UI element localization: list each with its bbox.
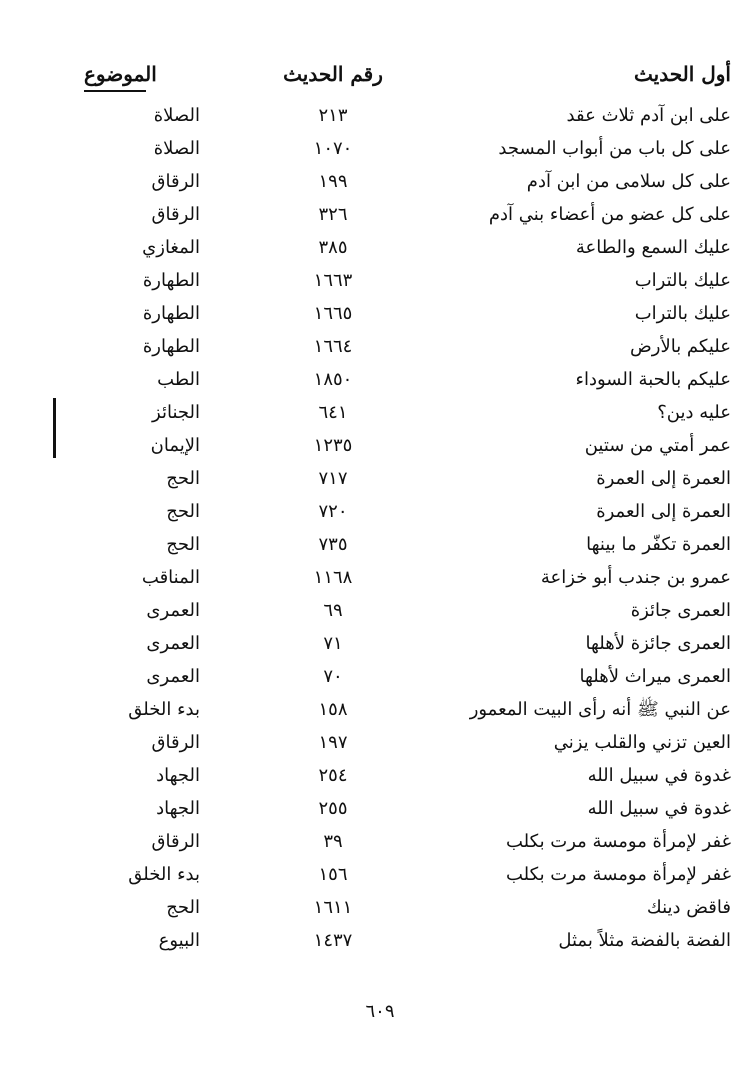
row-topic: الجنائز — [152, 402, 200, 423]
row-first-words: غفر لإمرأة مومسة مرت بكلب — [506, 831, 731, 852]
row-topic: المغازي — [142, 237, 200, 258]
row-first-words: عليكم بالحبة السوداء — [575, 369, 731, 390]
row-first-words: غدوة في سبيل الله — [587, 798, 731, 819]
table-row — [0, 430, 755, 463]
row-hadith-number: ١١٦٨ — [313, 567, 353, 588]
row-topic: الطب — [157, 369, 200, 390]
row-first-words: الفضة بالفضة مثلاً بمثل — [558, 930, 731, 951]
row-topic: الصلاة — [153, 138, 200, 159]
row-first-words: العمرى جائزة لأهلها — [585, 633, 731, 654]
table-row — [0, 562, 755, 595]
row-hadith-number: ٣٢٦ — [318, 204, 348, 225]
table-row — [0, 826, 755, 859]
row-first-words: عمرو بن جندب أبو خزاعة — [540, 567, 731, 588]
row-hadith-number: ١٢٣٥ — [313, 435, 353, 456]
table-row — [0, 199, 755, 232]
row-hadith-number: ١٤٣٧ — [313, 930, 353, 951]
table-row — [0, 925, 755, 958]
row-first-words: العمرى جائزة — [630, 600, 731, 621]
row-hadith-number: ١٠٧٠ — [313, 138, 353, 159]
row-first-words: عليك بالتراب — [634, 303, 731, 324]
row-topic: الحج — [166, 897, 200, 918]
row-first-words: العمرى ميراث لأهلها — [579, 666, 731, 687]
row-hadith-number: ١٩٩ — [318, 171, 348, 192]
row-first-words: على ابن آدم ثلاث عقد — [566, 105, 731, 126]
row-topic: بدء الخلق — [128, 864, 200, 885]
row-hadith-number: ١٦١١ — [313, 897, 353, 918]
row-topic: الرقاق — [151, 831, 200, 852]
row-hadith-number: ٦٩ — [323, 600, 343, 621]
row-hadith-number: ٧٢٠ — [318, 501, 348, 522]
row-first-words: على كل سلامى من ابن آدم — [526, 171, 731, 192]
table-row — [0, 628, 755, 661]
row-first-words: غفر لإمرأة مومسة مرت بكلب — [506, 864, 731, 885]
row-hadith-number: ٣٨٥ — [318, 237, 348, 258]
table-row — [0, 496, 755, 529]
header-first-words: أول الحديث — [634, 62, 731, 86]
table-row — [0, 265, 755, 298]
row-hadith-number: ٦٤١ — [318, 402, 348, 423]
row-topic: الإيمان — [150, 435, 200, 456]
row-first-words: على كل باب من أبواب المسجد — [498, 138, 731, 159]
table-row — [0, 859, 755, 892]
table-row — [0, 595, 755, 628]
row-topic: العمرى — [146, 600, 200, 621]
row-hadith-number: ٢١٣ — [318, 105, 348, 126]
page-number: ٦٠٩ — [365, 1001, 395, 1022]
row-topic: الطهارة — [142, 336, 200, 357]
row-hadith-number: ٢٥٥ — [318, 798, 348, 819]
table-row — [0, 892, 755, 925]
header-hadith-number: رقم الحديث — [283, 62, 383, 86]
row-topic: الجهاد — [156, 765, 200, 786]
row-hadith-number: ١٥٦ — [318, 864, 348, 885]
index-table — [0, 100, 755, 958]
table-row — [0, 463, 755, 496]
row-first-words: عليك بالتراب — [634, 270, 731, 291]
row-first-words: عليك السمع والطاعة — [575, 237, 731, 258]
row-topic: الحج — [166, 468, 200, 489]
row-hadith-number: ٧٣٥ — [318, 534, 348, 555]
table-row — [0, 661, 755, 694]
row-hadith-number: ١٨٥٠ — [313, 369, 353, 390]
row-topic: العمرى — [146, 666, 200, 687]
row-first-words: فاقض دينك — [646, 897, 731, 918]
row-first-words: العمرة إلى العمرة — [596, 468, 731, 489]
table-row — [0, 331, 755, 364]
row-hadith-number: ١٦٦٥ — [313, 303, 353, 324]
row-topic: العمرى — [146, 633, 200, 654]
table-row — [0, 529, 755, 562]
row-topic: بدء الخلق — [128, 699, 200, 720]
table-row — [0, 166, 755, 199]
table-row — [0, 727, 755, 760]
row-topic: الحج — [166, 501, 200, 522]
row-hadith-number: ١٦٦٣ — [313, 270, 353, 291]
row-hadith-number: ١٦٦٤ — [313, 336, 353, 357]
row-first-words: العين تزني والقلب يزني — [553, 732, 731, 753]
row-first-words: غدوة في سبيل الله — [587, 765, 731, 786]
row-first-words: عن النبي ﷺ أنه رأى البيت المعمور — [469, 699, 731, 720]
row-first-words: على كل عضو من أعضاء بني آدم — [488, 204, 731, 225]
table-row — [0, 397, 755, 430]
row-topic: الجهاد — [156, 798, 200, 819]
row-hadith-number: ٧١ — [323, 633, 343, 654]
row-topic: الرقاق — [151, 204, 200, 225]
table-row — [0, 694, 755, 727]
row-topic: الحج — [166, 534, 200, 555]
row-first-words: العمرة تكفّر ما بينها — [586, 534, 731, 555]
row-first-words: عليه دين؟ — [657, 402, 731, 423]
header-topic-underline — [84, 90, 146, 92]
row-topic: البيوع — [158, 930, 200, 951]
row-topic: الطهارة — [142, 303, 200, 324]
row-topic: الصلاة — [153, 105, 200, 126]
row-first-words: عليكم بالأرض — [630, 336, 731, 357]
row-topic: الرقاق — [151, 171, 200, 192]
row-hadith-number: ١٥٨ — [318, 699, 348, 720]
row-hadith-number: ٢٥٤ — [318, 765, 348, 786]
table-row — [0, 298, 755, 331]
row-hadith-number: ٧١٧ — [318, 468, 348, 489]
table-row — [0, 100, 755, 133]
row-first-words: عمر أمتي من ستين — [584, 435, 731, 456]
table-row — [0, 133, 755, 166]
row-topic: المناقب — [141, 567, 200, 588]
table-row — [0, 760, 755, 793]
row-first-words: العمرة إلى العمرة — [596, 501, 731, 522]
row-hadith-number: ١٩٧ — [318, 732, 348, 753]
table-row — [0, 364, 755, 397]
row-topic: الرقاق — [151, 732, 200, 753]
row-hadith-number: ٣٩ — [323, 831, 343, 852]
table-row — [0, 232, 755, 265]
row-hadith-number: ٧٠ — [323, 666, 343, 687]
table-row — [0, 793, 755, 826]
row-topic: الطهارة — [142, 270, 200, 291]
header-topic: الموضوع — [84, 62, 157, 86]
